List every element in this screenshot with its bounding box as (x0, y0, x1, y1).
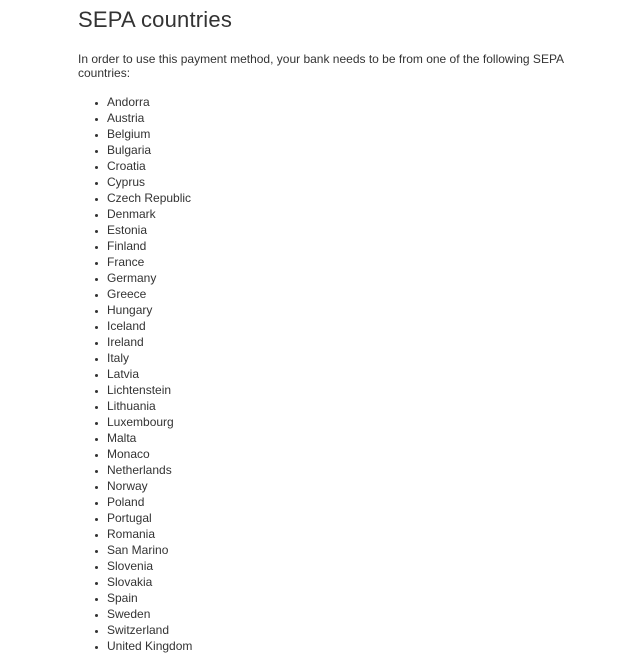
country-list-item: • Bulgaria (107, 142, 596, 158)
country-list-item: • Slovenia (107, 558, 596, 574)
country-list-item: • Croatia (107, 158, 596, 174)
country-list-item: • United Kingdom (107, 638, 596, 654)
country-list-item: • Andorra (107, 94, 596, 110)
country-list-item: • Austria (107, 110, 596, 126)
country-list-item: • Lichtenstein (107, 382, 596, 398)
country-list-item: • Netherlands (107, 462, 596, 478)
country-list-item: • Cyprus (107, 174, 596, 190)
country-list-item: • France (107, 254, 596, 270)
country-list-item: • Italy (107, 350, 596, 366)
country-list-item: • Finland (107, 238, 596, 254)
country-list-item: • Poland (107, 494, 596, 510)
country-list-item: • Germany (107, 270, 596, 286)
country-list-item: • Iceland (107, 318, 596, 334)
country-list-item: • Malta (107, 430, 596, 446)
country-list-item: • Czech Republic (107, 190, 596, 206)
country-list (78, 94, 596, 654)
country-list-item: • Latvia (107, 366, 596, 382)
page-title: SEPA countries (78, 7, 233, 32)
country-list-item: • Sweden (107, 606, 596, 622)
country-list-item: • Norway (107, 478, 596, 494)
country-list-item: • Lithuania (107, 398, 596, 414)
country-list-item: • Greece (107, 286, 596, 302)
country-list-item: • Luxembourg (107, 414, 596, 430)
country-list-item: • Portugal (107, 510, 596, 526)
country-list-item: • Belgium (107, 126, 596, 142)
country-list-item: • Denmark (107, 206, 596, 222)
country-list-item: • San Marino (107, 542, 596, 558)
country-list-item: • Ireland (107, 334, 596, 350)
country-list-item: • Monaco (107, 446, 596, 462)
country-list-item: • Slovakia (107, 574, 596, 590)
intro-text: In order to use this payment method, your bank needs to be from one of the following SEPA countries: (78, 52, 564, 80)
country-list-item: • Spain (107, 590, 596, 606)
country-list-item: • Switzerland (107, 622, 596, 638)
country-list-item: • Hungary (107, 302, 596, 318)
country-list-item: • Estonia (107, 222, 596, 238)
country-list-item: • Romania (107, 526, 596, 542)
